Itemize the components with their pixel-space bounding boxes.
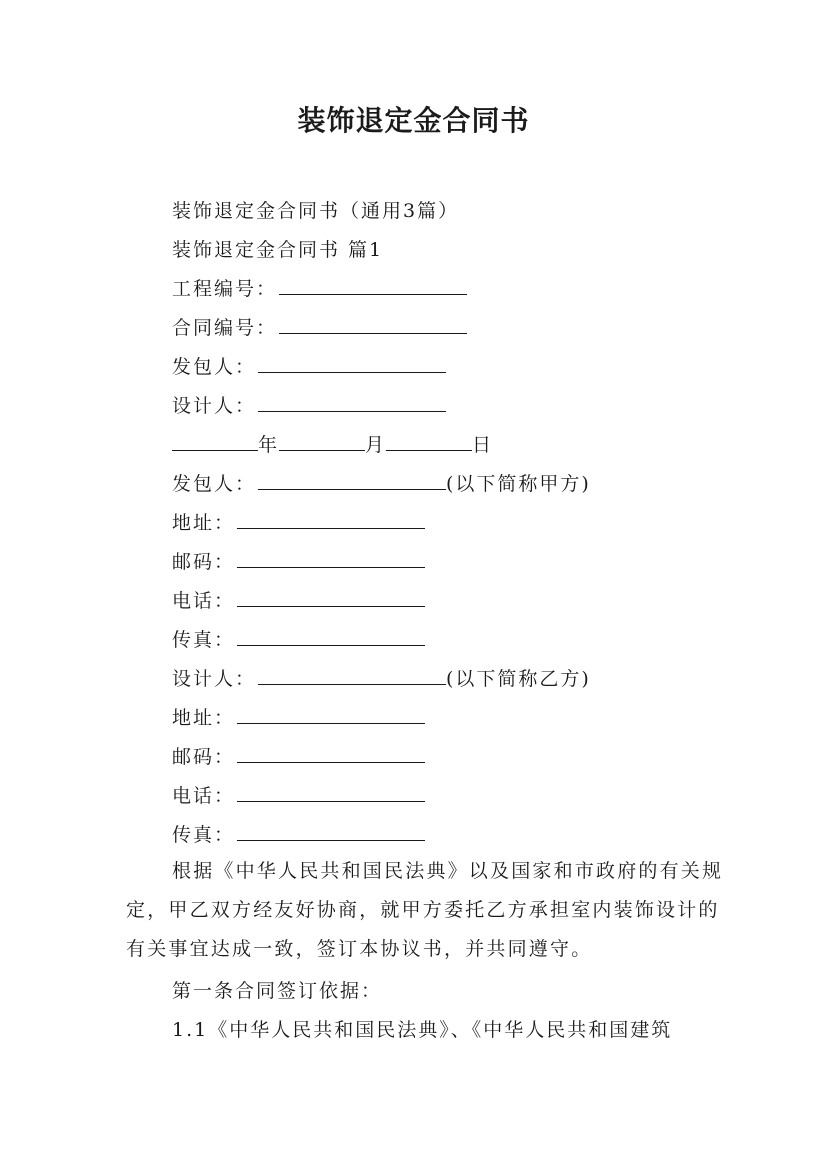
document-subtitle: 装饰退定金合同书（通用3篇） — [172, 200, 460, 222]
year-label: 年 — [258, 434, 278, 456]
party-b-fax-row — [172, 822, 425, 848]
employer-row — [172, 354, 446, 380]
contract-number-row — [172, 315, 467, 341]
document-title: 装饰退定金合同书 — [297, 104, 530, 137]
designer-label: 设计人： — [172, 395, 257, 417]
party-b-address-row — [172, 705, 425, 731]
party-b-postcode-field[interactable] — [237, 744, 425, 763]
month-field[interactable] — [279, 432, 365, 451]
article-1-title: 第一条合同签订依据： — [172, 980, 383, 1002]
party-b-postcode-row — [172, 744, 425, 770]
designer-field[interactable] — [258, 393, 446, 412]
party-a-phone-row — [172, 588, 425, 614]
contract-number-label: 合同编号： — [172, 317, 278, 339]
designer-row — [172, 393, 446, 419]
party-b-phone-label: 电话： — [172, 785, 236, 807]
party-a-phone-label: 电话： — [172, 590, 236, 612]
intro-paragraph: 根据《中华人民共和国民法典》以及国家和市政府的有关规定，甲乙双方经友好协商，就甲方委托乙方承担室内装饰设计的有关事宜达成一致，签订本协议书，并共同遵守。 — [126, 860, 724, 960]
day-field[interactable] — [386, 432, 472, 451]
party-a-field[interactable] — [258, 471, 446, 490]
party-b-field[interactable] — [258, 666, 446, 685]
party-a-fax-field[interactable] — [237, 627, 425, 646]
party-b-fax-label: 传真： — [172, 824, 236, 846]
party-b-address-label: 地址： — [172, 707, 236, 729]
party-a-suffix: (以下简称甲方) — [446, 473, 591, 495]
party-b-phone-field[interactable] — [237, 783, 425, 802]
party-b-suffix: (以下简称乙方) — [446, 668, 591, 690]
party-a-phone-field[interactable] — [237, 588, 425, 607]
month-label: 月 — [365, 434, 385, 456]
contract-number-field[interactable] — [279, 315, 467, 334]
project-number-row — [172, 276, 467, 302]
date-row — [172, 432, 491, 458]
project-number-label: 工程编号： — [172, 278, 278, 300]
year-field[interactable] — [172, 432, 258, 451]
employer-label: 发包人： — [172, 356, 257, 378]
party-a-postcode-label: 邮码： — [172, 551, 236, 573]
party-b-phone-row — [172, 783, 425, 809]
party-b-address-field[interactable] — [237, 705, 425, 724]
article-1-1: 1.1《中华人民共和国民法典》、《中华人民共和国建筑 — [172, 1019, 673, 1041]
party-a-address-row — [172, 510, 425, 536]
party-b-postcode-label: 邮码： — [172, 746, 236, 768]
party-a-label: 发包人： — [172, 473, 257, 495]
party-a-address-label: 地址： — [172, 512, 236, 534]
party-a-fax-label: 传真： — [172, 629, 236, 651]
party-a-address-field[interactable] — [237, 510, 425, 529]
employer-field[interactable] — [258, 354, 446, 373]
party-b-label: 设计人： — [172, 668, 257, 690]
party-b-row — [172, 666, 591, 692]
party-a-postcode-field[interactable] — [237, 549, 425, 568]
party-a-row — [172, 471, 591, 497]
party-a-fax-row — [172, 627, 425, 653]
party-b-fax-field[interactable] — [237, 822, 425, 841]
party-a-postcode-row — [172, 549, 425, 575]
day-label: 日 — [472, 434, 492, 456]
section-heading: 装饰退定金合同书 篇1 — [172, 239, 384, 261]
project-number-field[interactable] — [279, 276, 467, 295]
